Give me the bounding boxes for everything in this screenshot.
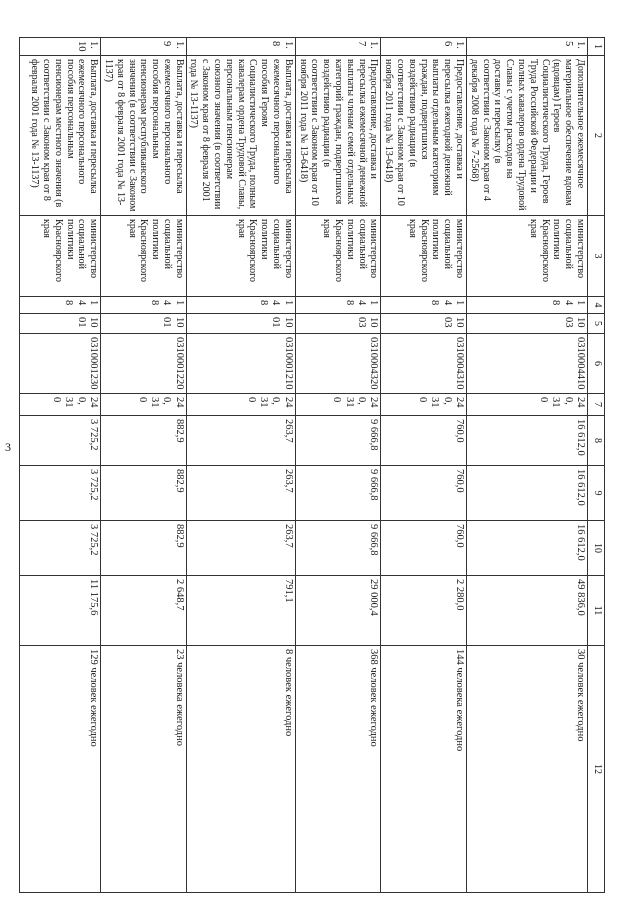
rzpr-code: 1003 xyxy=(381,314,467,334)
csr-code: 0310004410 xyxy=(467,334,588,394)
column-header: 10 xyxy=(588,521,605,576)
column-header: 5 xyxy=(588,314,605,334)
vr-code: 240, 310 xyxy=(381,394,467,416)
measure-name: Выплата, доставка и пересылка ежемесячного персонального пособия персональным пенсионерам республиканского значения (в соответствии с Законом края от 8 февраля 2001 года № 13-1137) xyxy=(101,56,187,216)
column-header: 1 xyxy=(588,38,605,56)
column-header: 2 xyxy=(588,56,605,216)
executor: министерство социальной политики Красноярского края xyxy=(467,216,588,297)
csr-code: 0310001230 xyxy=(20,334,101,394)
executor: министерство социальной политики Красноярского края xyxy=(186,216,295,297)
amount-year-3: 263,7 xyxy=(186,521,295,576)
table-row xyxy=(101,38,187,893)
measure-name: Выплата, доставка и пересылка ежемесячного персонального пособия Героям Социалистического Труда, полным кавалерам ордена Трудовой Славы, персональным пенсионерам союзного значения (в соответствии с Законом края от 8 февраля 2001 года № 13-1137) xyxy=(186,56,295,216)
table-row xyxy=(381,38,467,893)
amount-year-2: 9 666,8 xyxy=(295,466,381,521)
table-row xyxy=(186,38,295,893)
expected-result: 8 человек ежегодно xyxy=(186,646,295,893)
amount-year-1: 3 725,2 xyxy=(20,416,101,466)
table-row xyxy=(467,38,588,893)
column-header: 3 xyxy=(588,216,605,297)
rzpr-code: 1001 xyxy=(101,314,187,334)
amount-total: 49 836,0 xyxy=(467,576,588,646)
csr-code: 0310001210 xyxy=(186,334,295,394)
vr-code: 240, 310 xyxy=(295,394,381,416)
amount-total: 29 000,4 xyxy=(295,576,381,646)
column-header: 9 xyxy=(588,466,605,521)
gr-code: 148 xyxy=(20,297,101,314)
amount-year-3: 9 666,8 xyxy=(295,521,381,576)
amount-year-2: 263,7 xyxy=(186,466,295,521)
row-number: 1.9 xyxy=(101,38,187,56)
csr-code: 0310004320 xyxy=(295,334,381,394)
expected-result: 23 человека ежегодно xyxy=(101,646,187,893)
amount-year-3: 882,9 xyxy=(101,521,187,576)
executor: министерство социальной политики Красноярского края xyxy=(381,216,467,297)
table-row xyxy=(295,38,381,893)
amount-year-1: 9 666,8 xyxy=(295,416,381,466)
executor: министерство социальной политики Красноярского края xyxy=(20,216,101,297)
gr-code: 148 xyxy=(295,297,381,314)
program-table xyxy=(19,37,605,893)
amount-year-1: 882,9 xyxy=(101,416,187,466)
row-number: 1.5 xyxy=(467,38,588,56)
amount-total: 791,1 xyxy=(186,576,295,646)
amount-year-1: 760,0 xyxy=(381,416,467,466)
amount-year-3: 3 725,2 xyxy=(20,521,101,576)
amount-year-2: 882,9 xyxy=(101,466,187,521)
rotated-table-content xyxy=(29,37,605,892)
column-header: 4 xyxy=(588,297,605,314)
csr-code: 0310001220 xyxy=(101,334,187,394)
measure-name: Предоставление, доставка и пересылка ежемесячной денежной выплаты членам семей отдельных категорий граждан, подвергшихся воздействию радиации (в соответствии с Законом края от 10 ноября 2011 года № 13-6418) xyxy=(295,56,381,216)
measure-name: Выплата, доставка и пересылка ежемесячного персонального пособия персональным пенсионерам местного значения (в соответствии с Законом края от 8 февраля 2001 года № 13-1137) xyxy=(20,56,101,216)
amount-total: 2 280,0 xyxy=(381,576,467,646)
amount-year-2: 3 725,2 xyxy=(20,466,101,521)
csr-code: 0310004310 xyxy=(381,334,467,394)
gr-code: 148 xyxy=(186,297,295,314)
amount-year-2: 760,0 xyxy=(381,466,467,521)
table-body xyxy=(20,38,605,893)
rzpr-code: 1001 xyxy=(186,314,295,334)
expected-result: 30 человек ежегодно xyxy=(467,646,588,893)
column-header: 11 xyxy=(588,576,605,646)
expected-result: 368 человек ежегодно xyxy=(295,646,381,893)
amount-total: 11 175,6 xyxy=(20,576,101,646)
gr-code: 148 xyxy=(101,297,187,314)
amount-year-2: 16 612,0 xyxy=(467,466,588,521)
expected-result: 144 человека ежегодно xyxy=(381,646,467,893)
row-number: 1.7 xyxy=(295,38,381,56)
vr-code: 240, 310 xyxy=(101,394,187,416)
amount-year-1: 263,7 xyxy=(186,416,295,466)
row-number: 1.8 xyxy=(186,38,295,56)
gr-code: 148 xyxy=(467,297,588,314)
row-number: 1.10 xyxy=(20,38,101,56)
table-row xyxy=(20,38,101,893)
vr-code: 240, 310 xyxy=(20,394,101,416)
column-header: 8 xyxy=(588,416,605,466)
gr-code: 148 xyxy=(381,297,467,314)
page-number: 3 xyxy=(5,440,11,454)
column-header: 12 xyxy=(588,646,605,893)
amount-total: 2 648,7 xyxy=(101,576,187,646)
measure-name: Дополнительное ежемесячное материальное обеспечение вдовам (вдовцам) Героев Социалистического Труда, Героев Труда Российской Федерации и полных кавалеров ордена Трудовой Славы с учетом расходов на доставку и пересылку (в соответствии с Законом края от 4 декабря 2008 года № 7-2568) xyxy=(467,56,588,216)
amount-year-3: 16 612,0 xyxy=(467,521,588,576)
vr-code: 240, 310 xyxy=(186,394,295,416)
rzpr-code: 1003 xyxy=(295,314,381,334)
header-row xyxy=(588,38,605,893)
amount-year-1: 16 612,0 xyxy=(467,416,588,466)
expected-result: 129 человек ежегодно xyxy=(20,646,101,893)
amount-year-3: 760,0 xyxy=(381,521,467,576)
column-header: 7 xyxy=(588,394,605,416)
rotated-table-frame xyxy=(29,37,605,892)
executor: министерство социальной политики Красноярского края xyxy=(101,216,187,297)
vr-code: 240, 310 xyxy=(467,394,588,416)
column-header: 6 xyxy=(588,334,605,394)
measure-name: Предоставление, доставка и пересылка ежегодной денежной выплаты отдельным категориям граждан, подвергшихся воздействию радиации (в соответствии с Законом края от 10 ноября 2011 года № 13-6418) xyxy=(381,56,467,216)
rzpr-code: 1001 xyxy=(20,314,101,334)
row-number: 1.6 xyxy=(381,38,467,56)
executor: министерство социальной политики Красноярского края xyxy=(295,216,381,297)
rzpr-code: 1003 xyxy=(467,314,588,334)
